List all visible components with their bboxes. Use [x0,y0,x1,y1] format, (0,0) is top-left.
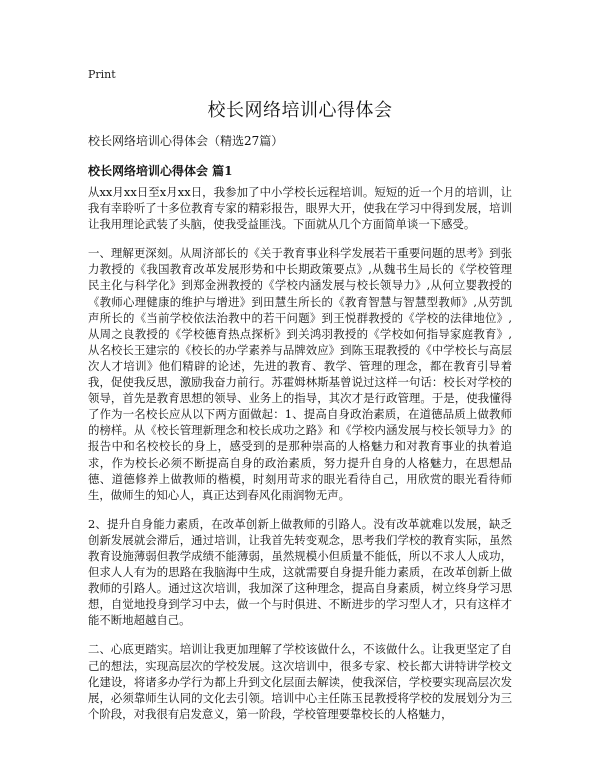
paragraph-ability: 2、提升自身能力素质，在改革创新上做教师的引路人。没有改革就难以发展，缺乏创新发展就会滞后，通过培训，让我首先转变观念，思考我们学校的教育实际，虽然教育设施薄弱但教学成绩不能薄弱，虽然规模小但质量不能低，所以不求人人成功，但求人人有为的思路在我脑海中生成，这就需要自身提升能力素质，在改革创新上做教师的引路人。通过这次培训，我加深了这种理念，提高自身素质，树立终身学习思想，自觉地投身到学习中去，做一个与时俱进、不断进步的学习型人才，只有这样才能不断地超越自己。 [88,516,512,628]
paragraph-grounded: 二、心底更踏实。培训让我更加理解了学校该做什么，不该做什么。让我更坚定了自己的想法，实现高层次的学校发展。这次培训中，很多专家、校长都大讲特讲学校文化建设，将诸多办学行为都上升到文化层面去解读，使我深信，学校要实现高层次发展，必须靠师生认同的文化去引领。培训中心主任陈玉昆教授将学校的发展划分为三个阶段，对我很有启发意义，第一阶段，学校管理要靠校长的人格魅力， [88,642,512,721]
paragraph-understanding: 一、理解更深刻。从周济部长的《关于教育事业科学发展若干重要问题的思考》到张力教授的《我国教育改革发展形势和中长期政策要点》,从魏书生局长的《学校管理民主化与科学化》到郑金洲教授的《学校内涵发展与校长领导力》,从何立婴教授的《教师心理健康的维护与增进》到田慧生所长的《教育智慧与智慧型教师》,从劳凯声所长的《当前学校依法治教中的若干问题》到王悦群教授的《学校的法律地位》,从周之良教授的《学校德育热点探析》到关鸿羽教授的《学校如何指导家庭教育》,从名校长王建宗的《校长的办学素养与品牌效应》到陈玉琨教授的《中学校长与高层次人才培训》他们精辟的论述，先进的教育、教学、管理的理念，都在教育引导着我，促使我反思，激励我奋力前行。苏霍姆林斯基曾说过这样一句话：校长对学校的领导，首先是教育思想的领导、业务上的指导，其次才是行政管理。于是，使我懂得了作为一名校长应从以下两方面做起：1、提高自身政治素质，在道德品质上做教师的榜样。从《校长管理新理念和校长成功之路》和《学校内涵发展与校长领导力》的报告中和名校校长的身上，感受到的是那种崇高的人格魅力和对教育事业的执着追求，作为校长必须不断提高自身的政治素质，努力提升自身的人格魅力，在思想品德、道德修养上做教师的楷模，时刻用苛求的眼光看待自己，用欣赏的眼光看待师生，做师生的知心人，真正达到春风化雨润物无声。 [88,246,512,502]
document-subtitle: 校长网络培训心得体会（精选27篇） [88,134,284,148]
section-heading: 校长网络培训心得体会 篇1 [88,164,233,178]
paragraph-intro: 从xx月xx日至x月xx日，我参加了中小学校长远程培训。短短的近一个月的培训，让我有幸聆听了十多位教育专家的精彩报告，眼界大开，使我在学习中得到发展，培训让我用理论武装了头脑，使我受益匪浅。下面就从几个方面简单谈一下感受。 [88,185,512,232]
print-link[interactable]: Print [88,68,116,81]
article-body [88,184,512,735]
page-title: 校长网络培训心得体会 [207,100,393,121]
